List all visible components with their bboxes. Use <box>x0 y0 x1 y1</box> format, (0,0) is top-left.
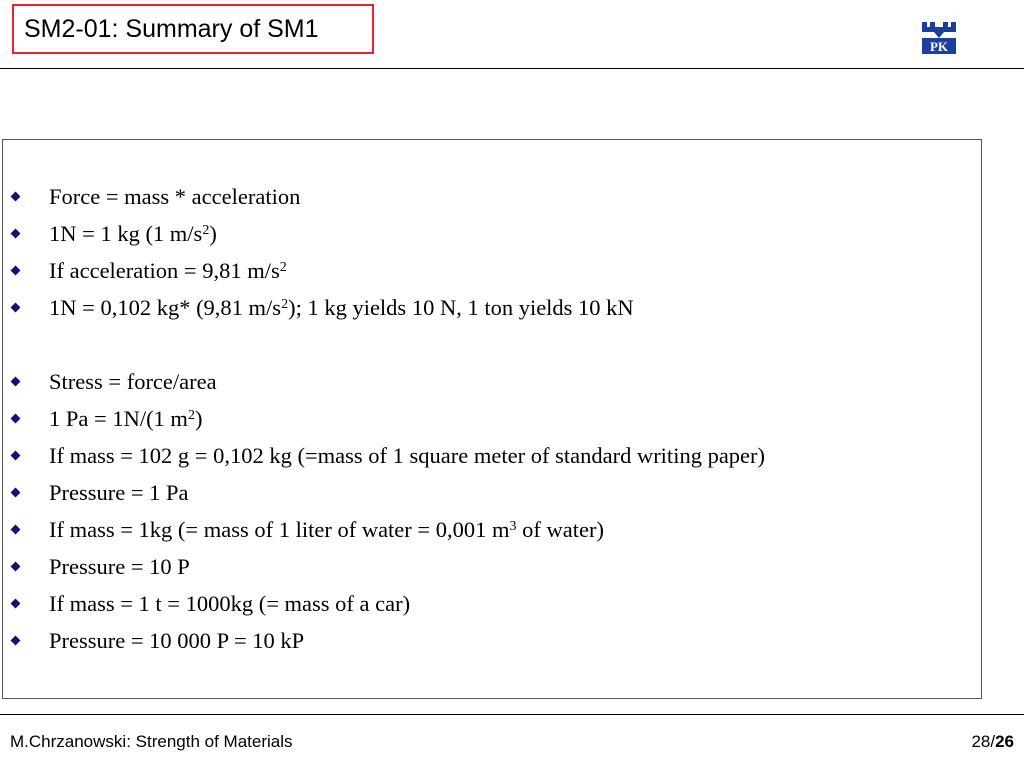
title-box <box>12 4 374 54</box>
bullet-item: 1N = 0,102 kg* (9,81 $m/s^2$); 1 kg yields 10 N, 1 ton yields 10 kN <box>3 289 765 326</box>
bullet-item: 1N = 1 kg (1 $m/s^2$) <box>3 215 765 252</box>
bullet-item: Pressure = 1 Pa <box>3 474 765 511</box>
diamond-bullet-icon <box>11 192 21 202</box>
footer-divider <box>0 714 1024 715</box>
diamond-bullet-icon <box>11 414 21 424</box>
slide-title: SM2-01: Summary of SM1 <box>24 15 319 43</box>
bullet-item: Pressure = 10 P <box>3 548 765 585</box>
page-current: 28/ <box>971 732 996 751</box>
diamond-bullet-icon <box>11 266 21 276</box>
diamond-bullet-icon <box>11 377 21 387</box>
diamond-bullet-icon <box>11 562 21 572</box>
logo-text: PK <box>929 39 949 54</box>
diamond-bullet-icon <box>11 229 21 239</box>
bullet-item: If mass = 1 t = 1000kg (= mass of a car) <box>3 585 765 622</box>
diamond-bullet-icon <box>11 488 21 498</box>
diamond-bullet-icon <box>11 599 21 609</box>
bullet-item: Pressure = 10 000 P = 10 kP <box>3 622 765 659</box>
university-logo <box>920 20 958 56</box>
bullet-item: Force = mass * acceleration <box>3 178 765 215</box>
bullet-item: Stress = force/area <box>3 363 765 400</box>
bullet-list <box>3 178 765 659</box>
diamond-bullet-icon <box>11 636 21 646</box>
bullet-item: If mass = 1kg (= mass of 1 liter of water = 0,001 $m^3$ of water) <box>3 511 765 548</box>
page-number <box>971 732 1014 752</box>
bullet-item: If acceleration = 9,81 $m/s^2$ <box>3 252 765 289</box>
diamond-bullet-icon <box>11 525 21 535</box>
page-total: 26 <box>995 732 1014 751</box>
bullet-item: If mass = 102 g = 0,102 kg (=mass of 1 square meter of standard writing paper) <box>3 437 765 474</box>
content-box <box>2 139 982 699</box>
diamond-bullet-icon <box>11 451 21 461</box>
diamond-bullet-icon <box>11 303 21 313</box>
bullet-item: 1 Pa = 1N/(1 $m^2$) <box>3 400 765 437</box>
footer-author: M.Chrzanowski: Strength of Materials <box>10 732 293 751</box>
header-divider <box>0 68 1024 69</box>
